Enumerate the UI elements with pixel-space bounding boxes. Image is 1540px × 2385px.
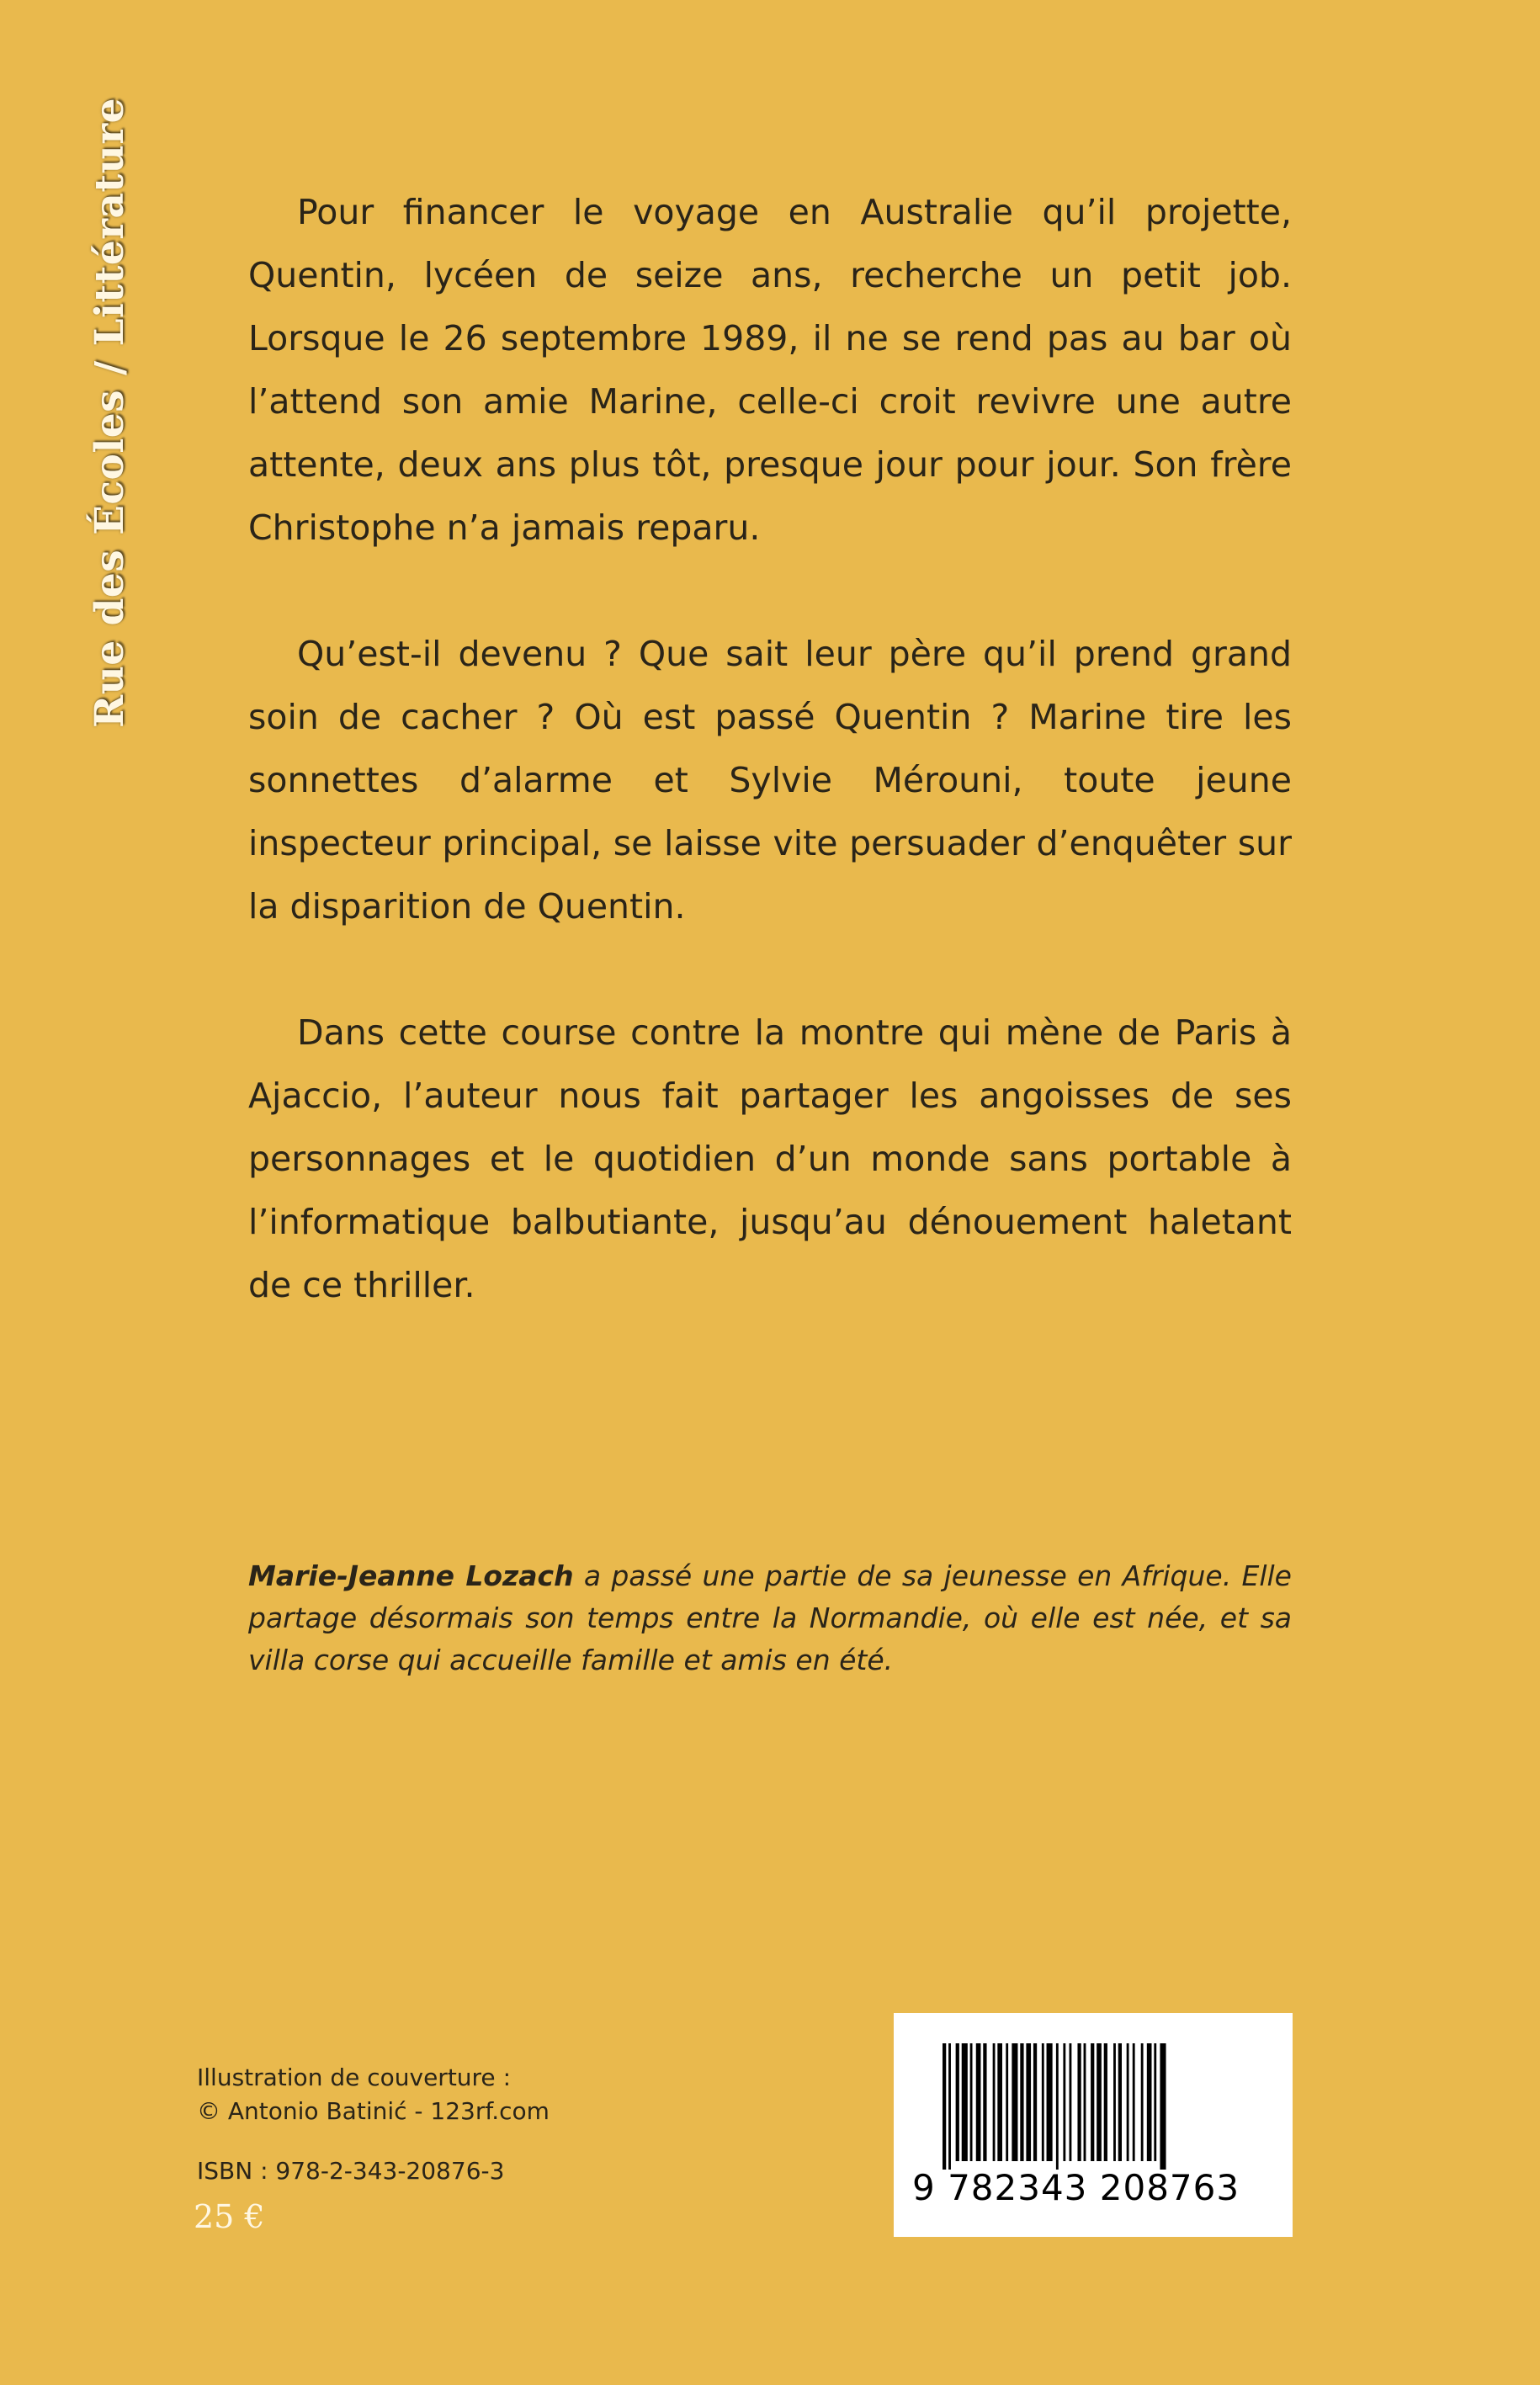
blurb-paragraph: Dans cette course contre la montre qui mène de Paris à Ajaccio, l’auteur nous fait partager les angoisses de ses personnages et le quotidien d’un monde sans portable à l’informatique balbutiante, jusqu’au dénouement haletant de ce thriller. — [248, 1012, 1292, 1305]
collection-title: Rue des Écoles / Littérature — [86, 97, 133, 728]
barcode-bar — [1160, 2043, 1166, 2170]
barcode-bar — [1133, 2043, 1135, 2161]
barcode-bar — [1033, 2043, 1037, 2161]
barcode-bar — [997, 2043, 1002, 2161]
barcode-bar — [993, 2043, 996, 2161]
barcode-bar — [962, 2043, 968, 2161]
barcode-bar — [943, 2043, 946, 2170]
back-cover-blurb — [248, 181, 1292, 1380]
author-name: Marie-Jeanne Lozach — [248, 1559, 574, 1592]
barcode-bar — [1012, 2043, 1017, 2161]
barcode-bar — [1056, 2043, 1059, 2170]
blurb-paragraph: Pour financer le voyage en Australie qu’il projette, Quentin, lycéen de seize ans, recherche un petit job. Lorsque le 26 septembre 1989, il ne se rend pas au bar où l’attend son amie Marine, celle-ci croit revivre une autre attente, deux ans plus tôt, presque jour pour jour. Son frère Christophe n’a jamais reparu. — [248, 192, 1292, 548]
barcode-bar — [983, 2043, 986, 2161]
barcode-bar — [1127, 2043, 1129, 2161]
barcode-bar — [948, 2043, 951, 2170]
author-bio — [248, 1555, 1292, 1681]
barcode-bars — [943, 2043, 1249, 2170]
spine-collection-label — [67, 93, 151, 732]
barcode-bar — [1020, 2043, 1023, 2161]
barcode-bar — [1070, 2043, 1072, 2161]
barcode-bar — [1091, 2043, 1094, 2161]
barcode-bar — [1113, 2043, 1116, 2161]
cover-credits — [197, 2061, 550, 2128]
price-label: 25 € — [194, 2198, 265, 2235]
barcode-bar — [1077, 2043, 1081, 2161]
barcode-bar — [956, 2043, 959, 2161]
isbn-number: ISBN : 978-2-343-20876-3 — [197, 2157, 505, 2185]
barcode-bar — [1026, 2043, 1031, 2161]
barcode-bar — [1118, 2043, 1122, 2161]
barcode-bar — [1042, 2043, 1044, 2161]
barcode-bar — [1063, 2043, 1065, 2161]
barcode-bar — [1006, 2043, 1008, 2161]
blurb-paragraph: Qu’est-il devenu ? Que sait leur père qu’il prend grand soin de cacher ? Où est passé Quentin ? Marine tire les sonnettes d’alarme et Sylvie Mérouni, toute jeune inspecteur principal, se laisse vite persuader d’enquêter sur la disparition de Quentin. — [248, 634, 1292, 927]
barcode-bar — [1097, 2043, 1102, 2161]
barcode-bar — [1154, 2043, 1156, 2161]
barcode-bar — [976, 2043, 981, 2161]
barcode-bar — [1147, 2043, 1152, 2161]
credits-line-1: Illustration de couverture : — [197, 2064, 511, 2091]
barcode-digits: 9 782343 208763 — [912, 2167, 1240, 2208]
barcode — [894, 2013, 1293, 2237]
barcode-bar — [1047, 2043, 1053, 2161]
author-bio-text: a passé une partie de sa jeunesse en Afrique. Elle partage désormais son temps entre la Normandie, où elle est née, et sa villa corse qui accueille famille et amis en été. — [248, 1559, 1292, 1676]
barcode-bar — [1141, 2043, 1144, 2161]
barcode-bar — [1084, 2043, 1086, 2161]
barcode-bar — [970, 2043, 973, 2161]
barcode-bar — [1104, 2043, 1107, 2161]
credits-line-2: © Antonio Batinić - 123rf.com — [197, 2097, 550, 2125]
